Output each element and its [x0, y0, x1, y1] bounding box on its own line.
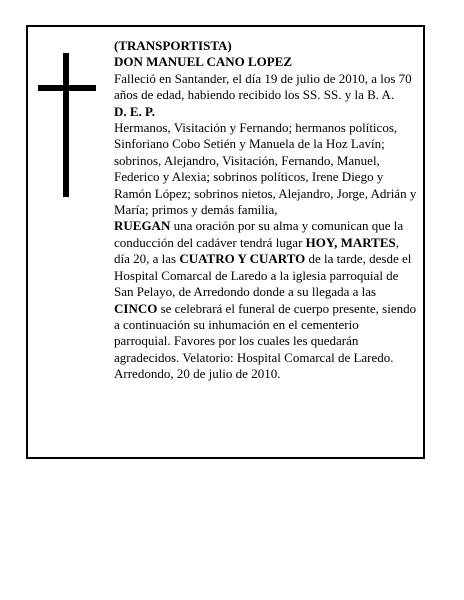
ruegan-label: RUEGAN	[114, 218, 171, 234]
request-text-3: de la tarde, desde el Hospital Comarcal de Laredo a la iglesia parroquial de San Pelayo, de Arredondo donde a su llegada a las	[114, 251, 412, 300]
funeral-time: CUATRO Y CUARTO	[179, 251, 306, 267]
cross-icon	[63, 53, 69, 197]
mass-time: CINCO	[114, 300, 158, 316]
request-text-4: se celebrará el funeral de cuerpo presente, siendo a continuación su inhumación en el cementerio parroquial. Favores por los cuales les quedarán agradecidos. Velatorio: Hospital Comarcal de Laredo.	[114, 300, 417, 365]
place-date: Arredondo, 20 de julio de 2010.	[114, 366, 281, 382]
cross-icon-crossbar	[38, 85, 96, 91]
notice-text	[114, 38, 418, 383]
death-text: Falleció en Santander, el día 19 de julio de 2010, a los 70 años de edad, habiendo recibido los SS. SS. y la B. A.	[114, 70, 412, 103]
profession: (TRANSPORTISTA)	[114, 38, 232, 53]
request-paragraph	[114, 218, 418, 366]
dep-label: D. E. P.	[114, 103, 156, 119]
request-text-1: una oración por su alma y comunican que la conducción del cadáver tendrá lugar	[114, 218, 404, 250]
deceased-name: DON MANUEL CANO LOPEZ	[114, 54, 293, 70]
request-text-2: , día 20, a las	[114, 234, 399, 267]
funeral-day: HOY, MARTES	[305, 234, 396, 250]
family-text: Hermanos, Visitación y Fernando; hermanos políticos, Sinforiano Cobo Setién y Manuela de la Hoz Lavín; sobrinos, Alejandro, Visitación, Fernando, Manuel, Federico y Alexia; sobrinos políticos, Irene Diego y Ramón López; sobrinos nietos, Alejandro, Jorge, Adrián y María; primos y demás familia,	[114, 120, 417, 218]
